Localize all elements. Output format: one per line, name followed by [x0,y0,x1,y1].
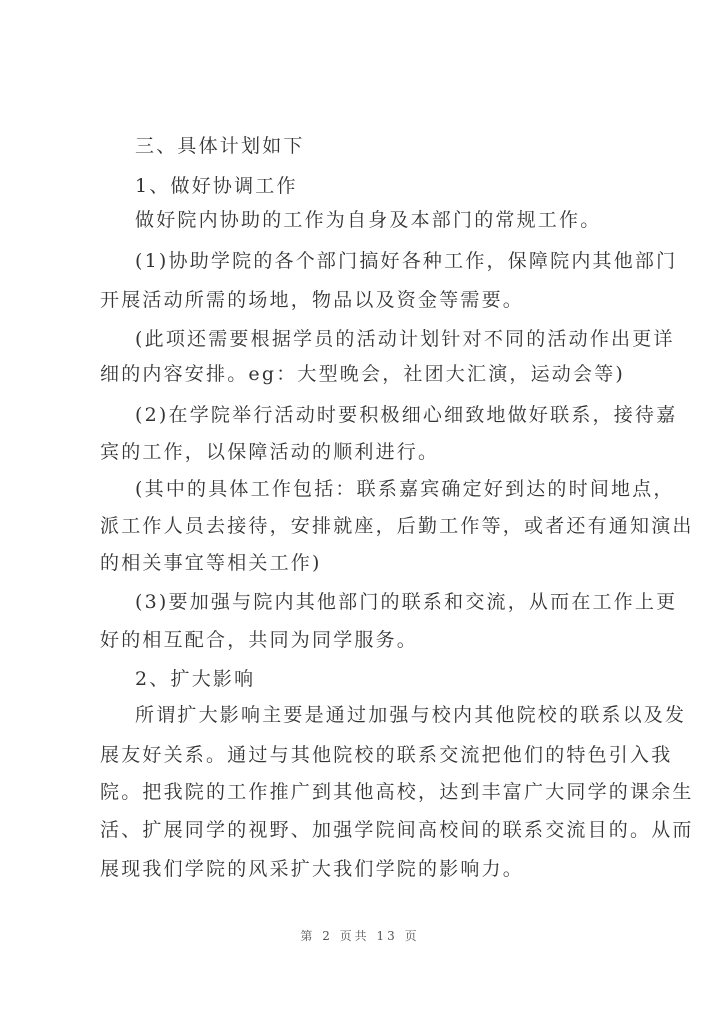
paragraph-line: 展现我们学院的风采扩大我们学院的影响力。 [100,858,525,880]
paragraph-line: (其中的具体工作包括：联系嘉宾确定好到达的时间地点， [135,478,675,500]
page-number-footer: 第 2 页共 13 页 [300,929,420,943]
paragraph-line: 开展活动所需的场地，物品以及资金等需要。 [100,289,525,311]
paragraph-line: 院。把我院的工作推广到其他高校，达到丰富广大同学的课余生 [100,781,694,803]
paragraph-line: (3)要加强与院内其他部门的联系和交流，从而在工作上更 [135,591,678,613]
paragraph-line: 活、扩展同学的视野、加强学院间高校间的联系交流目的。从而 [100,819,694,841]
paragraph-line: 的相关事宜等相关工作) [100,552,322,574]
paragraph-line: (2)在学院举行活动时要积极细心细致地做好联系，接待嘉 [135,404,678,426]
paragraph-line: 细的内容安排。eg：大型晚会，社团大汇演，运动会等) [100,363,626,385]
paragraph-line: 宾的工作，以保障活动的顺利进行。 [100,441,440,463]
subsection-heading: 1、做好协调工作 [135,175,298,197]
paragraph-line: (1)协助学院的各个部门搞好各种工作，保障院内其他部门 [135,250,678,272]
subsection-heading: 2、扩大影响 [135,668,256,690]
paragraph-line: (此项还需要根据学员的活动计划针对不同的活动作出更详 [135,328,675,350]
paragraph-line: 做好院内协助的工作为自身及本部门的常规工作。 [135,209,602,231]
paragraph-line: 派工作人员去接待，安排就座，后勤工作等，或者还有通知演出 [100,515,694,537]
paragraph-line: 好的相互配合，共同为同学服务。 [100,629,419,651]
section-heading: 三、具体计划如下 [135,135,305,157]
paragraph-line: 所谓扩大影响主要是通过加强与校内其他院校的联系以及发 [135,704,687,726]
paragraph-line: 展友好关系。通过与其他院校的联系交流把他们的特色引入我 [100,744,673,766]
